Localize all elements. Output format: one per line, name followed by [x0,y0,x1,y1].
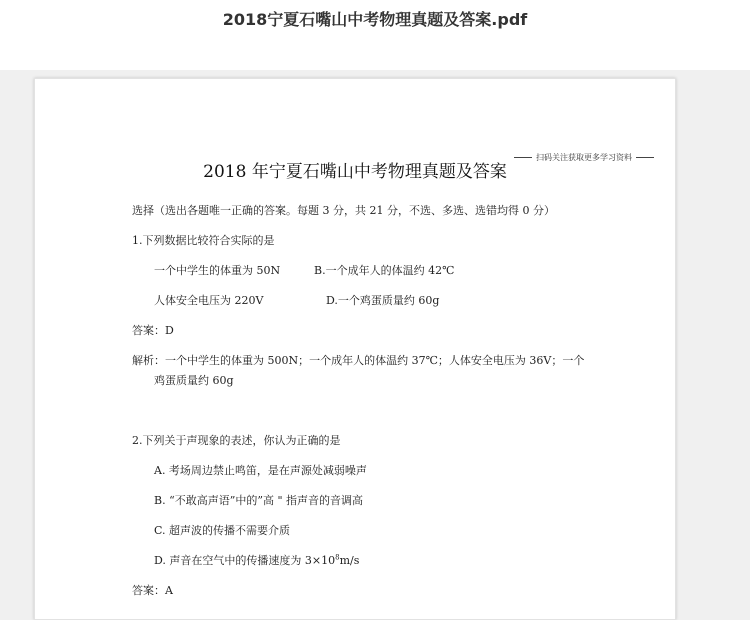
watermark-text: 扫码关注获取更多学习资料 [536,153,632,162]
q2-option-d-exponent: 8 [335,553,340,562]
q2-answer: 答案：A [132,584,173,597]
q2-option-d-text: D. 声音在空气中的传播速度为 3×10 [154,554,336,567]
q1-answer: 答案：D [132,324,174,337]
viewer-header [0,0,750,70]
q2-option-d-unit: m/s [339,554,360,567]
q1-analysis-line1: 解析：一个中学生的体重为 500N；一个成年人的体温约 37℃；人体安全电压为 36V；一个 [132,354,585,367]
pdf-page [34,78,676,620]
q1-option-a: 一个中学生的体重为 50N [154,264,281,277]
watermark-rule-right [636,157,654,158]
q1-stem: 1.下列数据比较符合实际的是 [132,234,275,247]
q1-option-d: D.一个鸡蛋质量约 60g [326,294,440,307]
q2-option-a: A. 考场周边禁止鸣笛，是在声源处减弱噪声 [154,464,367,477]
q1-option-c: 人体安全电压为 220V [154,294,264,307]
q2-option-c: C. 超声波的传播不需要介质 [154,524,291,537]
document-title: 2018 年宁夏石嘴山中考物理真题及答案 [203,162,507,182]
document-filename: 2018宁夏石嘴山中考物理真题及答案.pdf [222,10,528,29]
watermark-rule-left [514,157,532,158]
q2-stem: 2.下列关于声现象的表述，你认为正确的是 [132,434,341,447]
q2-option-b: B. “不敢高声语”中的”高 " 指声音的音调高 [154,494,363,507]
section-intro: 选择（选出各题唯一正确的答案。每题 3 分，共 21 分，不选、多选、选错均得 0 分） [132,204,555,217]
q2-option-d [154,553,359,568]
q1-analysis-line2: 鸡蛋质量约 60g [154,374,234,387]
q1-option-b: B.一个成年人的体温约 42℃ [314,264,455,277]
